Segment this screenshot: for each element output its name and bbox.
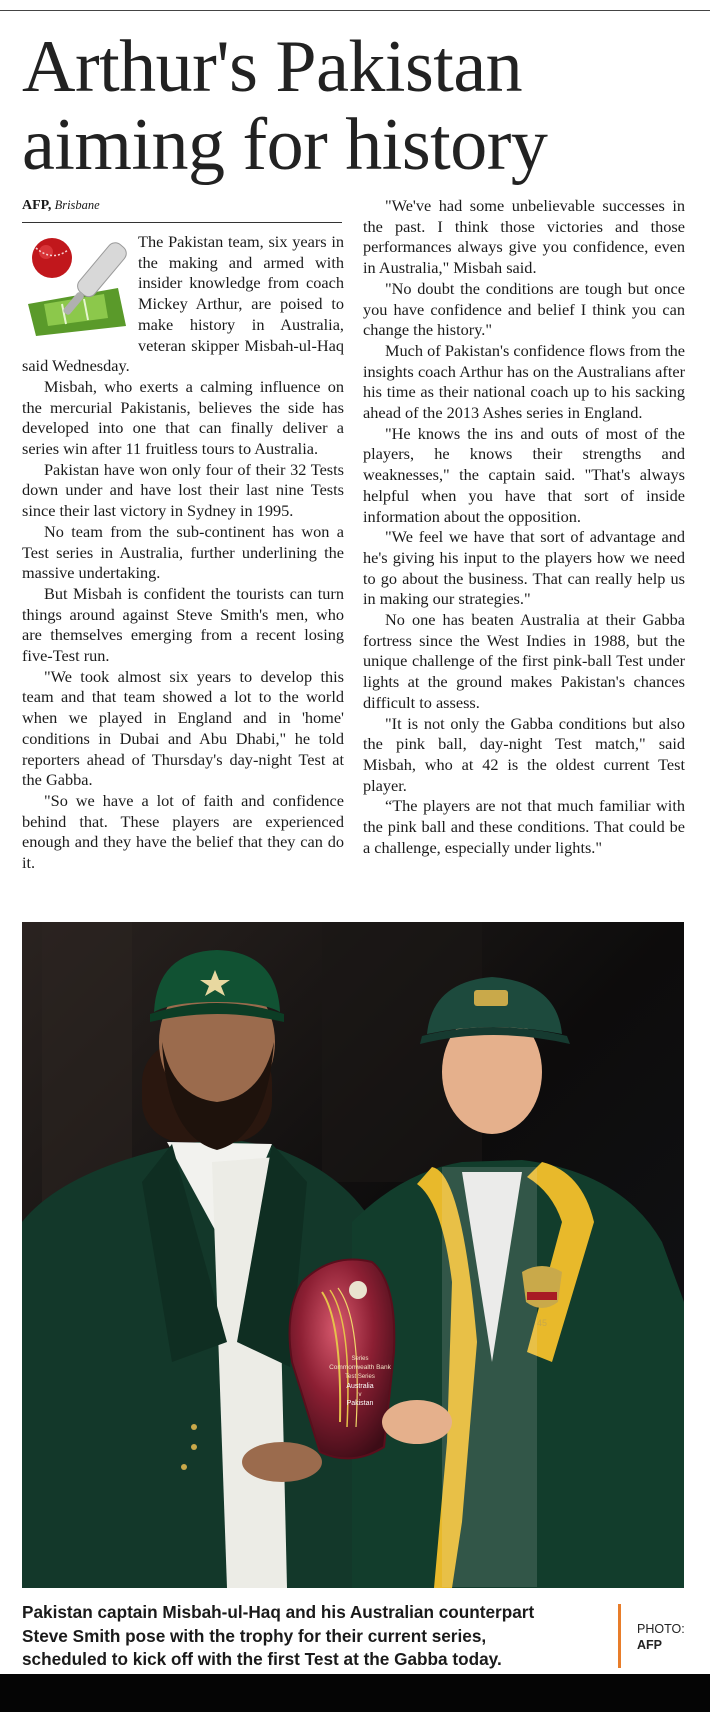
- paragraph: "We've had some unbelievable successes in the past. I think those victories and those performances always give you confidence, even in Australia," Misbah said.: [363, 196, 685, 278]
- bottom-bar: [0, 1674, 710, 1712]
- byline: [22, 198, 100, 214]
- trophy-text-6: Pakistan: [346, 1400, 374, 1407]
- trophy-text-2: Commonwealth Bank: [329, 1364, 391, 1371]
- article-column-right: [363, 196, 685, 859]
- photo-caption: Pakistan captain Misbah-ul-Haq and his Australian counterpart Steve Smith pose with the trophy for their current series, scheduled to kick off with the first Test at the Gabba today.: [22, 1602, 535, 1670]
- paragraph: "We took almost six years to develop this team and that team showed a lot to the world when we played in England and in 'home' conditions in Dubai and Abu Dhabi," he told reporters ahead of Thursday's day-night Test at the Gabba.: [22, 666, 344, 790]
- paragraph: "So we have a lot of faith and confidence behind that. These players are experienced enough and they have the belief that they can do it.: [22, 790, 344, 873]
- news-photo: [22, 922, 684, 1588]
- credit-name: AFP: [637, 1638, 662, 1652]
- paragraph: The Pakistan team, six years in the making and armed with insider knowledge from coach Mickey Arthur, are poised to make history in Australia, veteran skipper Misbah-ul-Haq said Wednesday.: [22, 232, 344, 376]
- top-rule: [0, 10, 710, 11]
- trophy-text-3: Test Series: [345, 1374, 375, 1380]
- headline: Arthur's Pakistan aiming for history: [22, 26, 548, 186]
- paragraph: Pakistan have won only four of their 32 Tests down under and have lost their last nine Tests since their last victory in Sydney in 1995.: [22, 459, 344, 521]
- paragraph: "It is not only the Gabba conditions but also the pink ball, day-night Test match," said Misbah, who at 42 is the oldest current Test player.: [363, 713, 685, 795]
- trophy-text-5: v: [358, 1392, 362, 1398]
- byline-place: Brisbane: [54, 198, 100, 212]
- byline-rule: [22, 222, 342, 223]
- badge-number: 45: [536, 1318, 548, 1328]
- credit-divider: [618, 1604, 621, 1668]
- trophy-text-4: Australia: [346, 1383, 374, 1390]
- credit-label: PHOTO:: [637, 1622, 685, 1636]
- cricket-ball-bat-icon: [22, 232, 130, 338]
- paragraph: No team from the sub-continent has won a Test series in Australia, further underlining the massive undertaking.: [22, 521, 344, 583]
- paragraph: But Misbah is confident the tourists can turn things around against Steve Smith's men, who are themselves emerging from a recent losing five-Test run.: [22, 583, 344, 666]
- photo-illustration: [22, 922, 684, 1588]
- photo-credit: [637, 1621, 707, 1653]
- paragraph: “The players are not that much familiar with the pink ball and these conditions. That could be a challenge, especially under lights.": [363, 796, 685, 857]
- paragraph: "We feel we have that sort of advantage and he's giving his input to the players how we need to go about the business. That can really help us in making our strategies.": [363, 527, 685, 609]
- paragraph: Misbah, who exerts a calming influence on the mercurial Pakistanis, believes the side has developed into one that can finally deliver a series win after 11 fruitless tours to Australia.: [22, 376, 344, 459]
- byline-agency: AFP,: [22, 198, 52, 213]
- paragraph: No one has beaten Australia at their Gabba fortress since the West Indies in 1988, but the unique challenge of the first pink-ball Test under lights at the ground makes Pakistan's chances difficult to assess.: [363, 610, 685, 712]
- trophy-text-1: Series: [351, 1356, 369, 1362]
- paragraph: "He knows the ins and outs of most of the players, he knows their strengths and weaknesses," the captain said. "That's always helpful when you have that sort of inside information about the opposition.: [363, 423, 685, 526]
- paragraph: Much of Pakistan's confidence flows from the insights coach Arthur has on the Australians after his time as their national coach up to his sacking ahead of the 2013 Ashes series in England.: [363, 340, 685, 423]
- article-column-left: [22, 232, 344, 874]
- paragraph: "No doubt the conditions are tough but once you have confidence and belief I think you can change the history.": [363, 278, 685, 340]
